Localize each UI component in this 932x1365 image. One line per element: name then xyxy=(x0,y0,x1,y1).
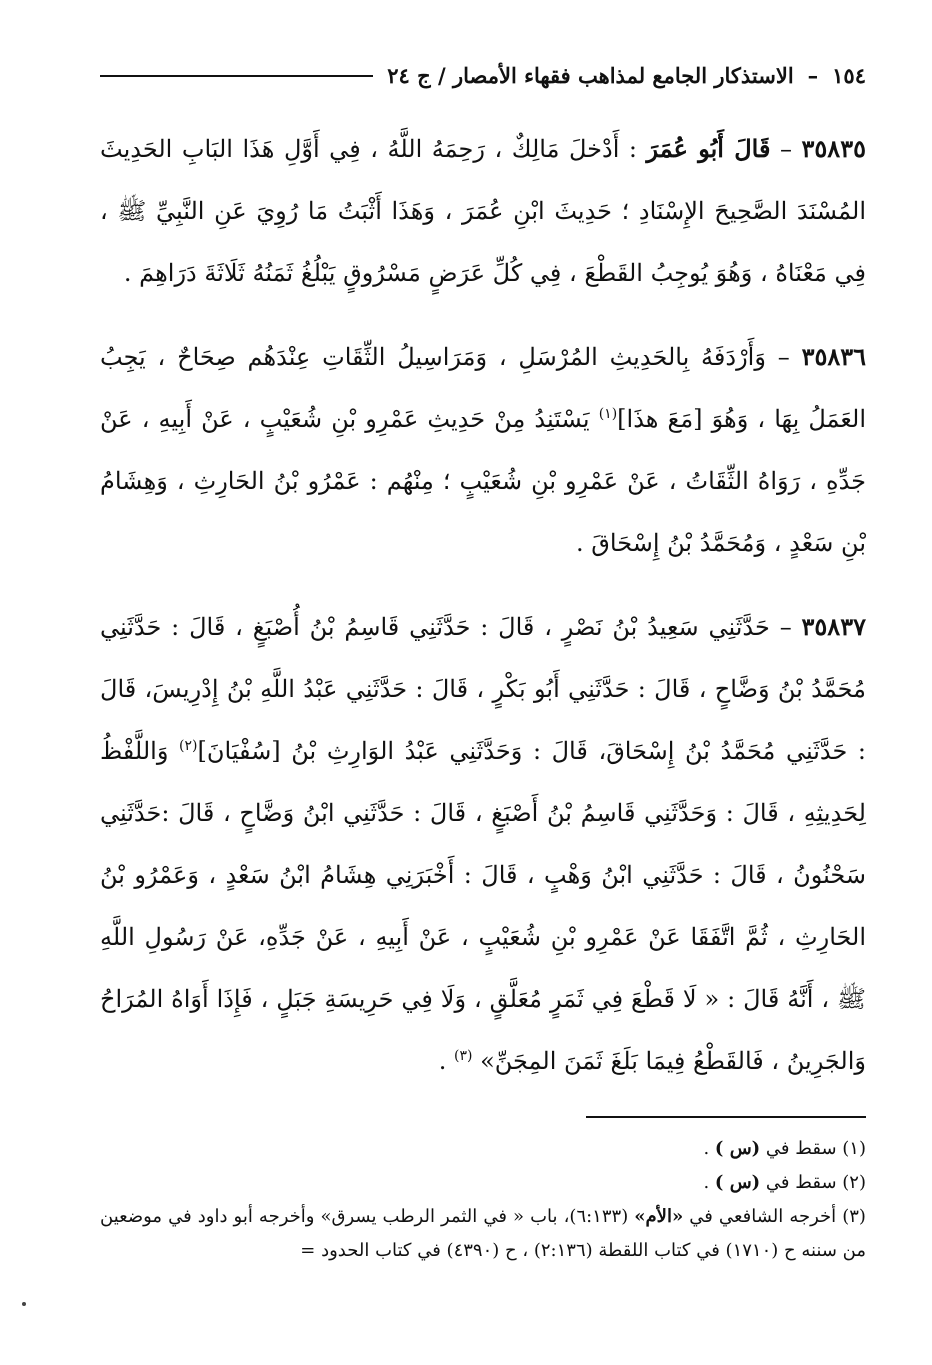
book-title: الاستذكار الجامع لمذاهب فقهاء الأمصار / ج ٢٤ xyxy=(387,63,794,88)
footnote-separator xyxy=(586,1116,866,1118)
paragraph-35836 xyxy=(100,326,866,574)
paragraph-number: ٣٥٨٣٦ xyxy=(801,342,867,371)
footnote-marker: (٢) xyxy=(842,1172,866,1193)
footnotes xyxy=(100,1132,866,1268)
number-dash: – xyxy=(779,135,792,163)
footnote-end: . xyxy=(703,1172,710,1193)
scan-speck xyxy=(22,1302,26,1306)
footnote-1 xyxy=(100,1132,866,1166)
footnote-ref: (١) xyxy=(598,406,618,422)
footnote-text: (٦:١٣٣)، باب « في الثمر الرطب يسرق» وأخرجه أبو داود في موضعين من سننه ح (١٧١٠) في كتاب اللقطة (٢:١٣٦) ، ح (٤٣٩٠) في كتاب الحدود = xyxy=(100,1206,866,1261)
footnote-end: . xyxy=(703,1138,710,1159)
paragraph-text: حَدَّثَنِي سَعِيدُ بْنُ نَصْرٍ ، قَالَ : حَدَّثَنِي قَاسِمُ بْنُ أُصْبَغٍ ، قَالَ : حَدَّثَنِي مُحَمَّدُ بْنُ وَضَّاحٍ ، قَالَ : حَدَّثَنِي أَبُو بَكْرٍ ، قَالَ : حَدَّثَنِي عَبْدُ اللَّهِ بْنُ إِدْرِيسَ، قَالَ : حَدَّثَنِي مُحَمَّدُ بْنُ إِسْحَاقَ، قَالَ : وَحَدَّثَنِي عَبْدُ الوَارِثِ بْنُ [سُفْيَانَ] xyxy=(100,613,867,765)
paragraph-end: . xyxy=(438,1047,447,1075)
running-header xyxy=(100,56,866,96)
paragraph-number: ٣٥٨٣٥ xyxy=(801,134,866,163)
footnote-marker: (١) xyxy=(842,1138,866,1159)
paragraph-number: ٣٥٨٣٧ xyxy=(801,612,866,641)
number-dash: – xyxy=(779,613,792,641)
header-rule xyxy=(100,75,373,77)
footnote-book-title: «الأم» xyxy=(634,1206,684,1227)
number-dash: – xyxy=(777,343,790,371)
paragraph-text: وَاللَّفْظُ لِحَدِيثِهِ ، قَالَ : وَحَدَّثَنِي قَاسِمُ بْنُ أَصْبَغٍ ، قَالَ : حَدَّثَنِي ابْنُ وَضَّاحٍ ، قَالَ :حَدَّثَنِي سَحْنُونُ ، قَالَ : حَدَّثَنِي ابْنُ وَهْبٍ ، قَالَ : أَخْبَرَنِي هِشَامُ ابْنُ سَعْدٍ ، وَعَمْرُو بْنُ الحَارِثِ ، ثُمَّ اتَّفَقَا عَنْ عَمْرِو بْنِ شُعَيْبٍ ، عَنْ أَبِيهِ ، عَنْ جَدِّهِ، عَنْ رَسُولِ اللَّهِ ﷺ ، أَنَّهُ قَالَ : « لَا قَطْعَ فِي ثَمَرٍ مُعَلَّقٍ ، وَلَا فِي حَرِيسَةِ جَبَلٍ ، فَإِذَا أَوَاهُ المُرَاحُ وَالجَرِينُ ، فَالقَطْعُ فِيمَا بَلَغَ ثَمَنَ المِجَنِّ» xyxy=(100,737,866,1075)
footnote-text: سقط في xyxy=(765,1172,837,1193)
footnote-source: (س ) xyxy=(714,1138,761,1159)
header-dash: – xyxy=(807,63,819,88)
paragraph-35837 xyxy=(100,596,866,1092)
footnote-text: سقط في xyxy=(765,1138,837,1159)
page-number: ١٥٤ xyxy=(832,63,866,88)
footnote-ref: (٢) xyxy=(179,738,198,754)
footnote-2 xyxy=(100,1166,866,1200)
footnote-source: (س ) xyxy=(714,1172,761,1193)
footnote-3 xyxy=(100,1200,866,1268)
paragraph-text: يَسْتَنِدُ مِنْ حَدِيثِ عَمْرِو بْنِ شُعَيْبٍ ، عَنْ أَبِيهِ ، عَنْ جَدِّهِ ، رَوَاهُ الثِّقَاتُ ، عَنْ عَمْرِو بْنِ شُعَيْبٍ ؛ مِنْهُم : عَمْرُو بْنُ الحَارِثِ ، وَهِشَامُ بْنِ سَعْدٍ ، وَمُحَمَّدُ بْنُ إِسْحَاقَ . xyxy=(100,405,866,557)
footnote-marker: (٣) xyxy=(842,1206,866,1227)
footnote-text: أخرجه الشافعي في xyxy=(689,1206,837,1227)
paragraph-text: : أَدْخلَ مَالِكٌ ، رَحِمَهُ اللَّهُ ، فِي أَوَّلِ هَذَا البَابِ الحَدِيثَ المُسْنَدَ الصَّحِيحَ الإِسْنَادِ ؛ حَدِيثَ ابْنِ عُمَرَ ، وَهَذَا أَثْبَتُ مَا رُوِيَ عَنِ النَّبِيِّ ﷺ ، فِي مَعْنَاهُ ، وَهُوَ يُوجِبُ القَطْعَ ، فِي كُلِّ عَرَضٍ مَسْرُوقٍ يَبْلُغُ ثَمَنُهُ ثَلَاثَةَ دَرَاهِمَ . xyxy=(100,135,866,287)
paragraph-text: وَأَرْدَفَهُ بِالحَدِيثِ المُرْسَلِ ، وَمَرَاسِيلُ الثِّقَاتِ عِنْدَهُم صِحَاحٌ ، يَجِبُ العَمَلُ بِهَا ، وَهُوَ [مَعَ هذَا] xyxy=(100,343,866,433)
speaker-label: قَالَ أَبُو عُمَرَ xyxy=(646,134,771,163)
footnote-ref: (٣) xyxy=(453,1048,473,1064)
paragraph-35835 xyxy=(100,118,866,304)
